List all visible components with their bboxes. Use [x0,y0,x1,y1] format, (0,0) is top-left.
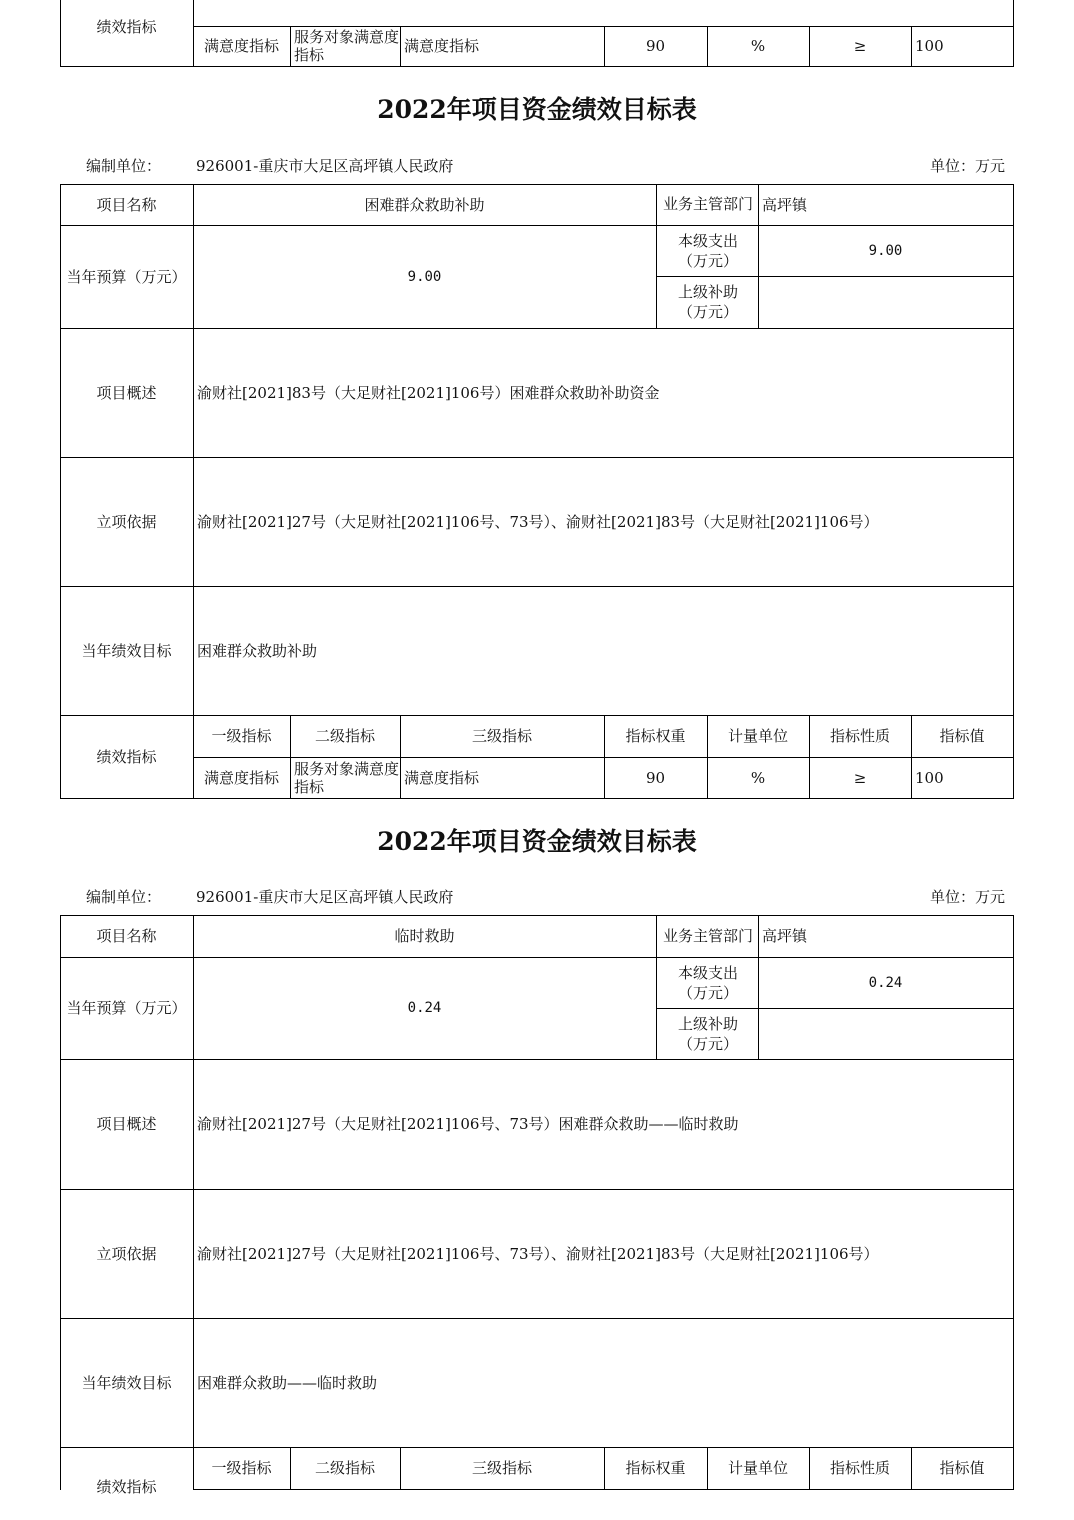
header-weight: 指标权重 [625,727,686,745]
header-level2: 二级指标 [314,1459,375,1477]
header-nature: 指标性质 [829,1459,890,1477]
level1-value: 满意度指标 [203,37,279,55]
goal-label: 当年绩效目标 [81,641,172,660]
currency-unit: 单位：万元 [930,888,1006,906]
budget-value: 0.24 [407,1000,442,1016]
level2-value: 服务对象满意度指标 [294,28,400,64]
org-label: 编制单位： [86,888,162,906]
project-name-label: 项目名称 [96,195,157,214]
project-name-value: 困难群众救助补助 [364,195,485,214]
header-level1: 一级指标 [211,727,272,745]
org-name: 926001-重庆市大足区高坪镇人民政府 [196,157,454,175]
nature-value: ≥ [853,768,867,787]
upper-subsidy-label: 上级补助（万元） [677,1014,738,1053]
budget-value: 9.00 [407,268,442,285]
weight-value: 90 [645,768,666,787]
org-label: 编制单位： [86,157,162,175]
header-level1: 一级指标 [211,1459,272,1477]
unit-value: % [750,768,766,787]
level3-value: 满意度指标 [404,768,480,787]
header-value: 指标值 [939,727,985,745]
indicators-label: 绩效指标 [96,747,157,766]
basis-label: 立项依据 [96,512,157,531]
header-nature: 指标性质 [829,727,890,745]
basis-label: 立项依据 [96,1244,157,1263]
dept-label: 业务主管部门 [662,926,753,945]
org-name: 926001-重庆市大足区高坪镇人民政府 [196,888,454,906]
project-name-label: 项目名称 [96,927,157,945]
indicators-label-clipped: 绩效指标 [96,18,157,36]
level2-value: 服务对象满意度指标 [294,759,400,796]
local-spend-label: 本级支出（万元） [677,963,738,1002]
header-value: 指标值 [939,1459,985,1477]
dept-label: 业务主管部门 [662,195,753,213]
budget-label: 当年预算（万元） [66,999,187,1017]
overview-value: 渝财社[2021]83号（大足财社[2021]106号）困难群众救助补助资金 [197,383,660,402]
header-unit: 计量单位 [727,727,788,745]
level3-value: 满意度指标 [404,37,480,55]
table-title: 2022年项目资金绩效目标表 [377,95,697,124]
goal-value: 困难群众救助补助 [197,641,318,660]
upper-subsidy-label: 上级补助（万元） [677,283,738,321]
basis-value: 渝财社[2021]27号（大足财社[2021]106号、73号）、渝财社[2021]83号（大足财社[2021]106号） [197,512,879,531]
upper-subsidy-value [758,1008,1013,1059]
goal-value: 困难群众救助——临时救助 [197,1373,378,1392]
overview-value: 渝财社[2021]27号（大足财社[2021]106号、73号）困难群众救助——临时救助 [197,1115,739,1133]
basis-value: 渝财社[2021]27号（大足财社[2021]106号、73号）、渝财社[2021]83号（大足财社[2021]106号） [197,1244,879,1263]
local-spend-label: 本级支出（万元） [677,231,738,270]
goal-label: 当年绩效目标 [81,1373,172,1392]
header-level3: 三级指标 [471,1459,532,1477]
level1-value: 满意度指标 [203,768,279,787]
header-unit: 计量单位 [727,1459,788,1477]
dept-value: 高坪镇 [762,927,808,945]
table-title: 2022年项目资金绩效目标表 [377,827,697,856]
weight-value: 90 [645,37,666,55]
budget-label: 当年预算（万元） [66,267,187,286]
unit-value: % [750,37,766,55]
local-spend-value: 0.24 [868,974,903,991]
project-name-value: 临时救助 [394,927,455,945]
header-level2: 二级指标 [314,727,375,745]
upper-subsidy-value [758,276,1013,328]
header-weight: 指标权重 [625,1459,686,1477]
local-spend-value: 9.00 [868,242,903,259]
header-level3: 三级指标 [471,727,532,745]
target-value: 100 [915,768,944,787]
dept-value: 高坪镇 [762,195,808,214]
overview-label: 项目概述 [96,1115,157,1133]
target-value: 100 [915,37,944,55]
nature-value: ≥ [853,37,867,55]
overview-label: 项目概述 [96,383,157,402]
indicators-label-clipped: 绩效指标 [96,1478,157,1496]
currency-unit: 单位：万元 [930,157,1006,175]
